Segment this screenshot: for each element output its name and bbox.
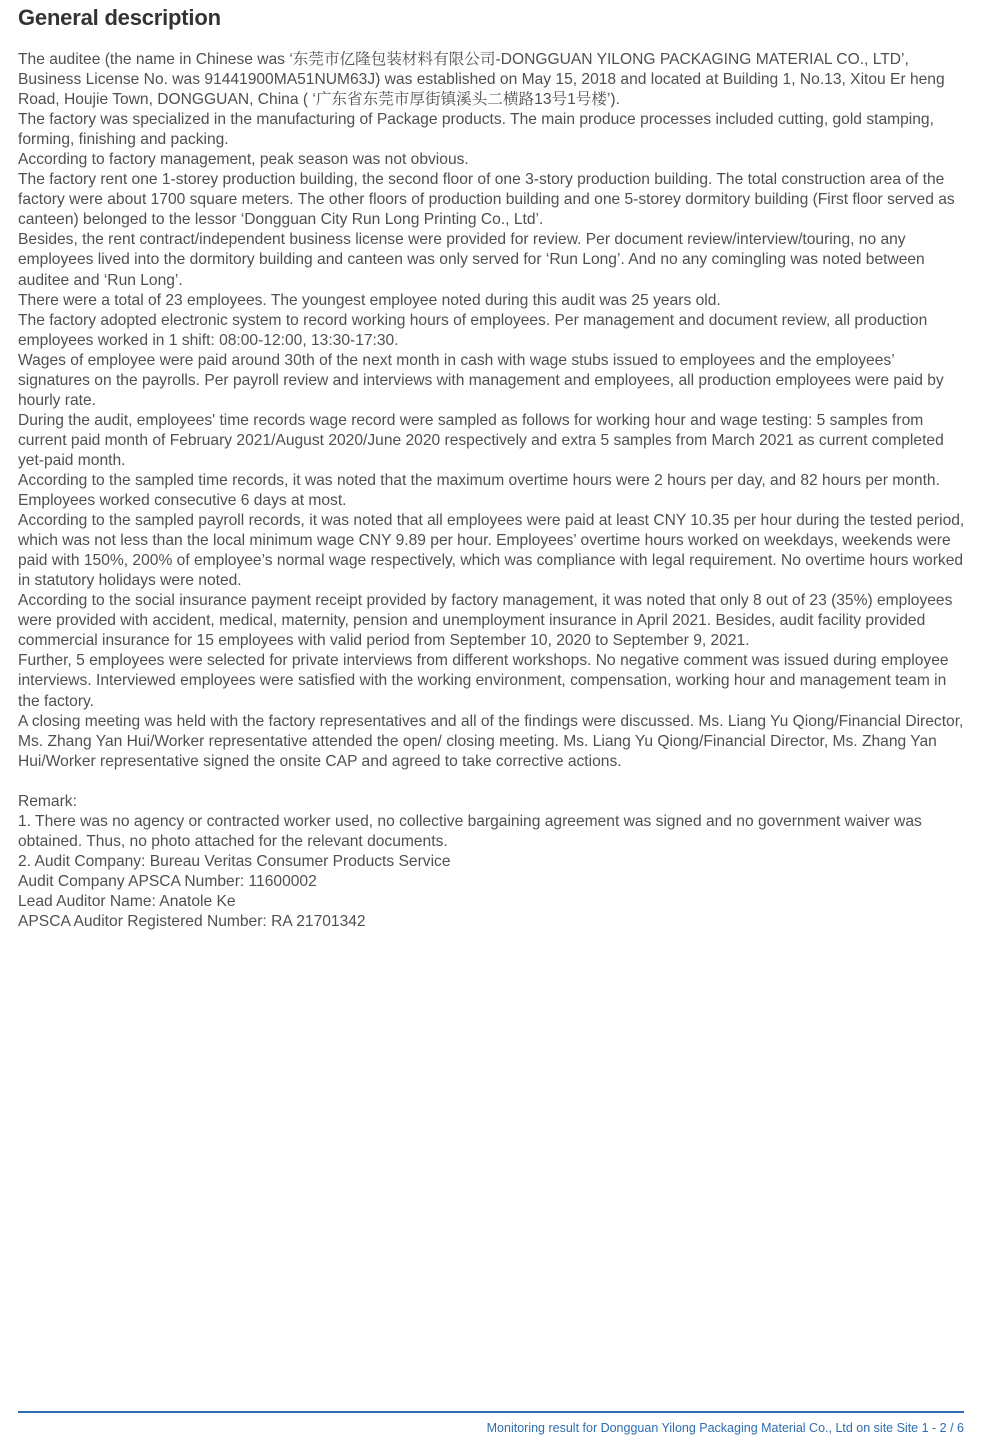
footer-divider [18, 1411, 964, 1413]
description-paragraph-products: The factory was specialized in the manufacturing of Package products. The main produce processes included cutting, gold stamping, forming, finishing and packing. [18, 111, 934, 149]
description-paragraph-closing-meeting: A closing meeting was held with the factory representatives and all of the findings were discussed. Ms. Liang Yu Qiong/Financial Director, Ms. Zhang Yan Hui/Worker representative attended the open/ closing meeting. Ms. Liang Yu Qiong/Financial Director, Ms. Zhang Yan Hui/Worker representative signed the onsite CAP and agreed to take corrective actions. [18, 712, 964, 770]
footer-page-info: Monitoring result for Dongguan Yilong Packaging Material Co., Ltd on site Site 1 - 2 / 6 [486, 1421, 964, 1435]
description-paragraph-sampling: During the audit, employees' time records wage record were sampled as follows for working hour and wage testing: 5 samples from current paid month of February 2021/August 2020/June 2020 respectively and extra 5 samples from March 2021 as current completed yet-paid month. [18, 411, 944, 469]
remark-heading: Remark: [18, 792, 77, 810]
paragraph-spacer [18, 772, 970, 792]
description-paragraph-auditee: The auditee (the name in Chinese was ‘东莞市亿隆包装材料有限公司-DONGGUAN YILONG PACKAGING MATERIAL CO., LTD’, Business License No. was 91441900MA51NUM63J) was established on May 15, 2018 and located at Building 1, No.13, Xitou Er heng Road, Houjie Town, DONGGUAN, China ( ‘广东省东莞市厚街镇溪头二横路13号1号楼’). [18, 51, 945, 109]
description-paragraph-lease: Besides, the rent contract/independent business license were provided for review. Per document review/interview/touring, no any employees lived into the dormitory building and canteen was only served for ‘Run Long’. And no any comingling was noted between auditee and ‘Run Long’. [18, 231, 925, 289]
description-paragraph-working-system: The factory adopted electronic system to record working hours of employees. Per management and document review, all production employees worked in 1 shift: 08:00-12:00, 13:30-17:30. [18, 311, 928, 349]
remark-line-audit-company: 2. Audit Company: Bureau Veritas Consumer Products Service [18, 852, 451, 870]
description-paragraph-employees: There were a total of 23 employees. The youngest employee noted during this audit was 25 years old. [18, 291, 721, 309]
description-paragraph-peak-season: According to factory management, peak season was not obvious. [18, 151, 469, 169]
description-paragraph-wages: Wages of employee were paid around 30th of the next month in cash with wage stubs issued to employees and the employees’ signatures on the payrolls. Per payroll review and interviews with management and employees, all production employees were paid by hourly rate. [18, 351, 944, 409]
description-paragraph-interviews: Further, 5 employees were selected for private interviews from different workshops. No negative comment was issued during employee interviews. Interviewed employees were satisfied with the working environment, compensation, working hour and management team in the factory. [18, 652, 949, 710]
description-paragraph-overtime: According to the sampled time records, it was noted that the maximum overtime hours were 2 hours per day, and 82 hours per month. Employees worked consecutive 6 days at most. [18, 471, 940, 510]
description-paragraph-insurance: According to the social insurance payment receipt provided by factory management, it was noted that only 8 out of 23 (35%) employees were provided with accident, medical, maternity, pension and unemployment insurance in April 2021. Besides, audit facility provided commercial insurance for 15 employees with valid period from September 10, 2020 to September 9, 2021. [18, 592, 953, 650]
general-description-body [18, 50, 970, 932]
remark-line-auditor-registered-number: APSCA Auditor Registered Number: RA 21701342 [18, 913, 366, 931]
remark-line-apsca-number: Audit Company APSCA Number: 11600002 [18, 872, 317, 890]
remark-line-lead-auditor: Lead Auditor Name: Anatole Ke [18, 892, 236, 910]
page-title: General description [18, 5, 221, 30]
remark-line-agency: 1. There was no agency or contracted worker used, no collective bargaining agreement was signed and no government waiver was obtained. Thus, no photo attached for the relevant documents. [18, 812, 922, 850]
description-paragraph-payroll: According to the sampled payroll records, it was noted that all employees were paid at least CNY 10.35 per hour during the tested period, which was not less than the local minimum wage CNY 9.89 per hour. Employees’ overtime hours worked on weekdays, weekends were paid with 150%, 200% of employee’s normal wage respectively, which was compliance with legal requirement. No overtime hours worked in statutory holidays were noted. [18, 512, 965, 590]
description-paragraph-buildings: The factory rent one 1-storey production building, the second floor of one 3-story production building. The total construction area of the factory were about 1700 square meters. The other floors of production building and one 5-storey dormitory building (First floor served as canteen) belonged to the lessor ‘Dongguan City Run Long Printing Co., Ltd’. [18, 171, 955, 229]
